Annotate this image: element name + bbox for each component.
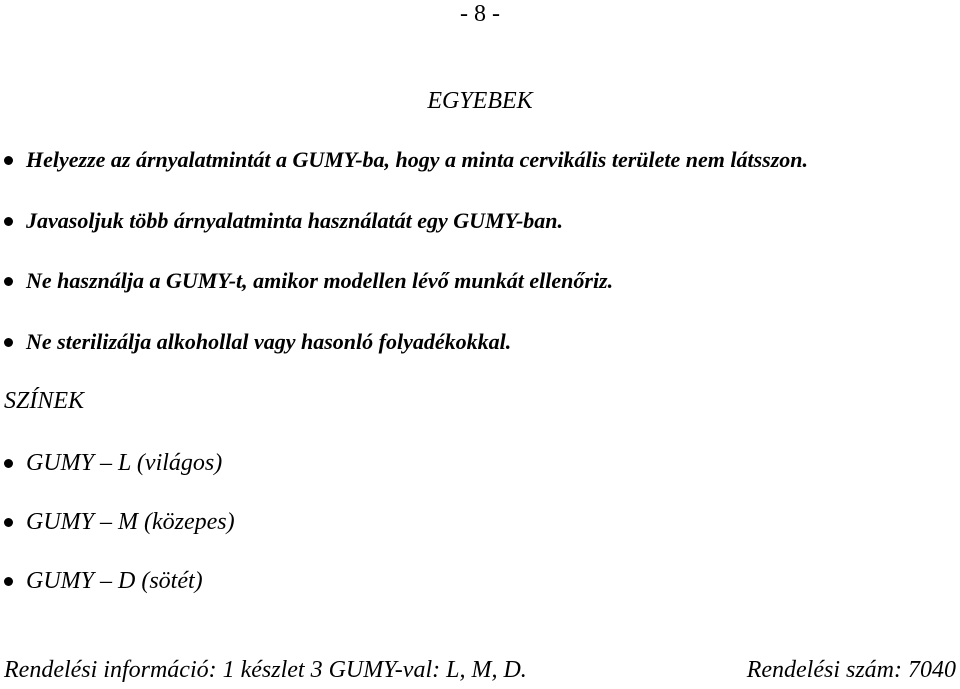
bullet-icon bbox=[4, 217, 13, 226]
list-item bbox=[4, 266, 613, 296]
list-item-text: Ne sterilizálja alkohollal vagy hasonló folyadékokkal. bbox=[26, 329, 512, 354]
list-item-text: GUMY – D (sötét) bbox=[26, 567, 203, 594]
page-number: - 8 - bbox=[460, 1, 500, 27]
list-item-text: Ne használja a GUMY-t, amikor modellen lévő munkát ellenőriz. bbox=[26, 268, 614, 293]
bullet-icon bbox=[4, 459, 13, 468]
list-item bbox=[4, 145, 808, 175]
bullet-icon bbox=[4, 518, 13, 527]
order-number: Rendelési szám: 7040 bbox=[746, 657, 956, 683]
list-item-text: GUMY – L (világos) bbox=[26, 449, 223, 476]
section-heading-egyebek: EGYEBEK bbox=[427, 88, 533, 114]
list-item bbox=[4, 448, 222, 478]
bullet-icon bbox=[4, 277, 13, 286]
list-item bbox=[4, 566, 203, 596]
list-item-text: GUMY – M (közepes) bbox=[26, 508, 235, 535]
bullet-icon bbox=[4, 156, 13, 165]
order-info: Rendelési információ: 1 készlet 3 GUMY-val: L, M, D. bbox=[4, 657, 527, 683]
list-item bbox=[4, 327, 511, 357]
list-item-text: Helyezze az árnyalatmintát a GUMY-ba, hogy a minta cervikális területe nem látsszon. bbox=[26, 147, 809, 172]
bullet-icon bbox=[4, 577, 13, 586]
list-item bbox=[4, 507, 235, 537]
section-heading-szinek: SZÍNEK bbox=[4, 388, 85, 414]
list-item bbox=[4, 206, 563, 236]
list-item-text: Javasoljuk több árnyalatminta használatát egy GUMY-ban. bbox=[26, 208, 564, 233]
bullet-icon bbox=[4, 338, 13, 347]
